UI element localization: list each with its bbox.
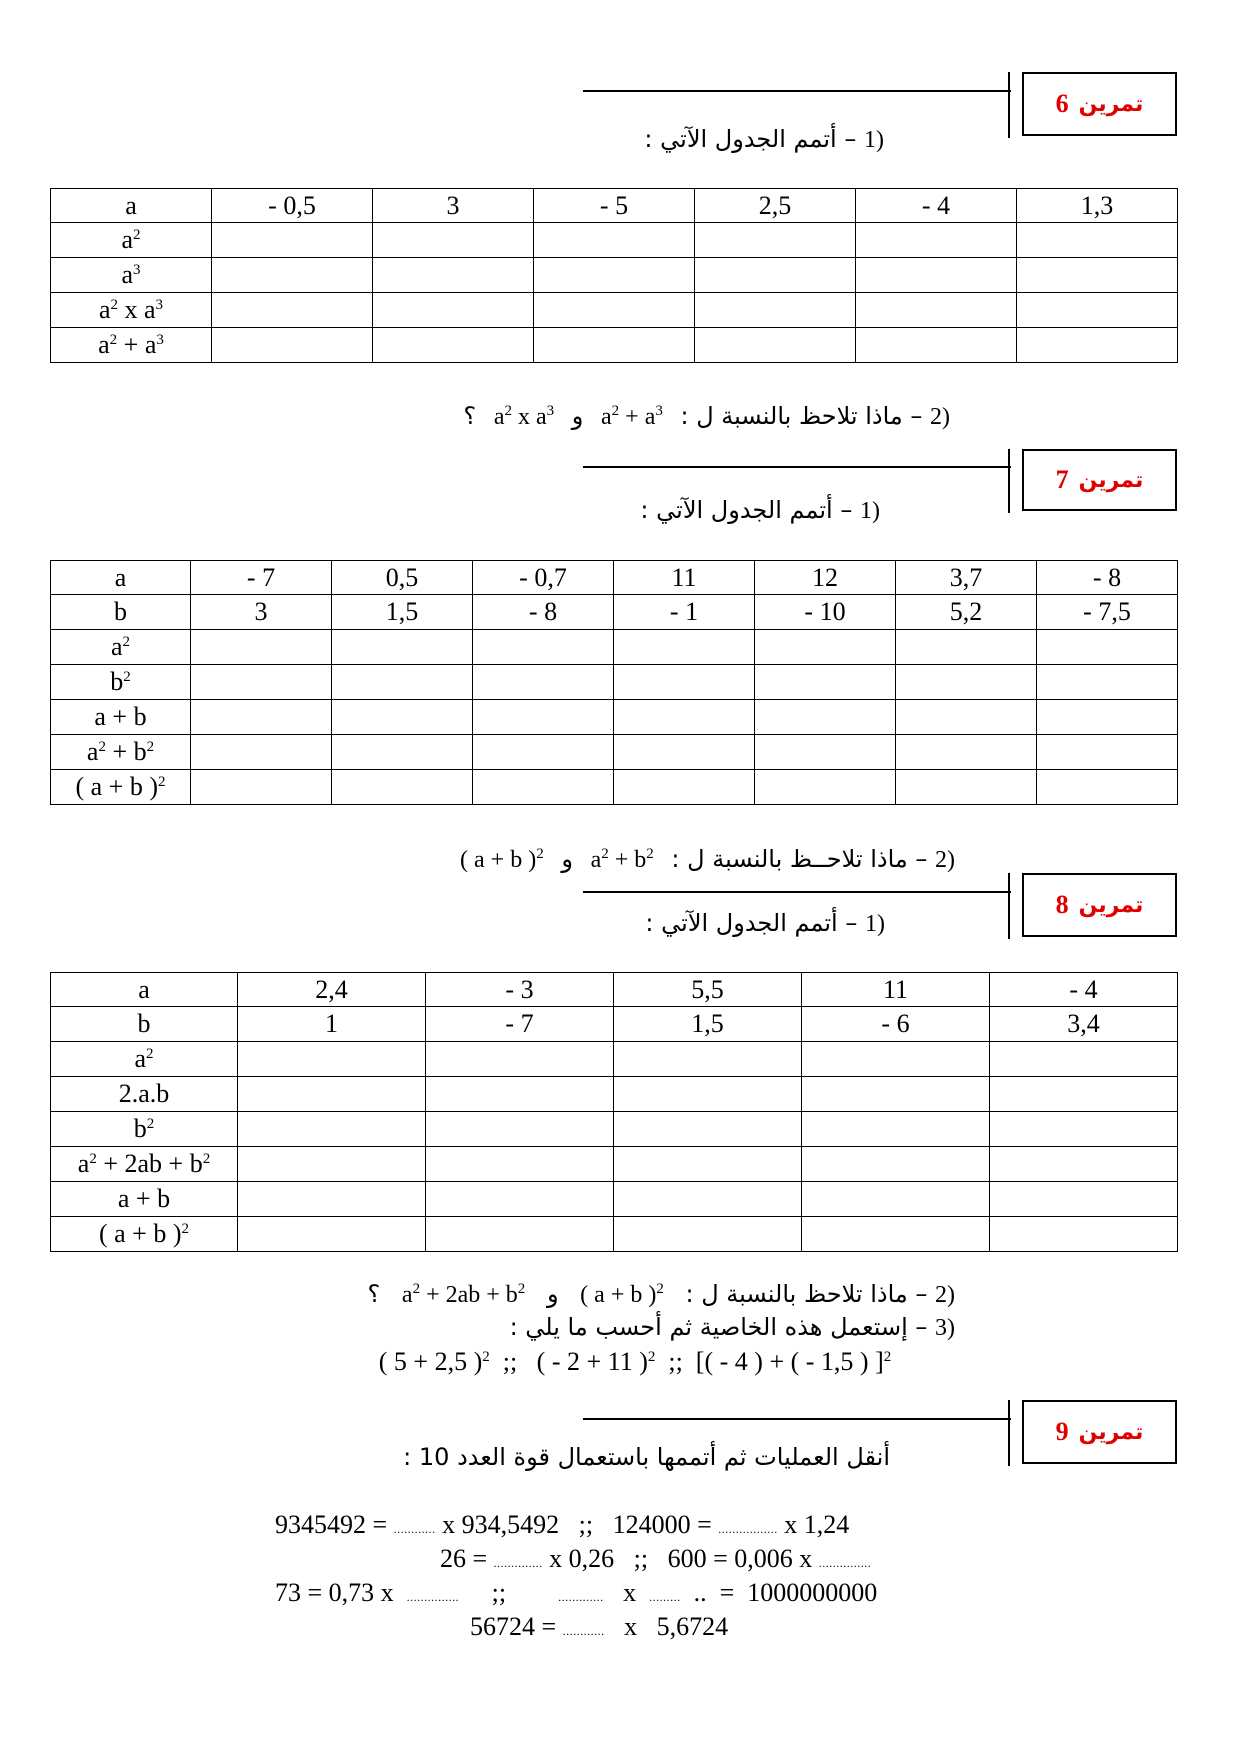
table-empty-cell[interactable] bbox=[802, 1217, 990, 1252]
table-empty-cell[interactable] bbox=[614, 1077, 802, 1112]
ex6-table bbox=[50, 188, 1178, 363]
ex6-q1-text: – أتمم الجدول الآتي : bbox=[644, 125, 857, 153]
ex6-q2-expr2: $a^2$ x $a^3$ bbox=[493, 403, 555, 430]
table-header-cell: a bbox=[51, 561, 191, 595]
ex7-q2-expr1: $a^2 + b^2$ bbox=[590, 846, 654, 873]
table-empty-cell[interactable] bbox=[695, 328, 856, 363]
table-cell: 5,2 bbox=[896, 595, 1037, 630]
table-row-label: $a^2 + 2ab + b^2$ bbox=[51, 1147, 238, 1182]
table-empty-cell[interactable] bbox=[614, 770, 755, 805]
ex6-title-word: تمرين bbox=[1078, 91, 1144, 117]
table-empty-cell[interactable] bbox=[614, 1042, 802, 1077]
table-empty-cell[interactable] bbox=[802, 1112, 990, 1147]
table-empty-cell[interactable] bbox=[332, 770, 473, 805]
table-empty-cell[interactable] bbox=[990, 1217, 1178, 1252]
ex8-header-bar bbox=[1008, 873, 1010, 939]
ex9-equation: 56724 = ............ x 5,6724 bbox=[470, 1612, 729, 1641]
table-empty-cell[interactable] bbox=[896, 735, 1037, 770]
table-empty-cell[interactable] bbox=[212, 293, 373, 328]
table-empty-cell[interactable] bbox=[238, 1077, 426, 1112]
ex8-q2-and: و bbox=[546, 1280, 559, 1308]
ex6-question-1 bbox=[644, 125, 884, 154]
table-empty-cell[interactable] bbox=[802, 1077, 990, 1112]
table-empty-cell[interactable] bbox=[473, 770, 614, 805]
ex9-number: 9 bbox=[1055, 1417, 1069, 1446]
ex6-header-bar bbox=[1008, 72, 1010, 138]
table-empty-cell[interactable] bbox=[896, 630, 1037, 665]
ex8-q3-number: 3) bbox=[935, 1315, 955, 1341]
table-cell: - 1 bbox=[614, 595, 755, 630]
table-cell: - 8 bbox=[473, 595, 614, 630]
table-empty-cell[interactable] bbox=[473, 630, 614, 665]
table-empty-cell[interactable] bbox=[332, 700, 473, 735]
ex9-instruction-text: أنقل العمليات ثم أتممها باستعمال قوة العدد 10 : bbox=[403, 1443, 890, 1471]
ex8-table bbox=[50, 972, 1178, 1252]
table-cell: b bbox=[51, 595, 191, 630]
ex8-q3-text: – إستعمل هذه الخاصية ثم أحسب ما يلي : bbox=[509, 1313, 928, 1341]
table-header-cell: 11 bbox=[614, 561, 755, 595]
ex7-q1-text: – أتمم الجدول الآتي : bbox=[640, 496, 853, 524]
table-row-label: $a^2$ bbox=[51, 1042, 238, 1077]
ex7-number: 7 bbox=[1055, 465, 1069, 494]
table-empty-cell[interactable] bbox=[614, 630, 755, 665]
ex7-q1-number: 1) bbox=[860, 498, 880, 524]
table-empty-cell[interactable] bbox=[534, 258, 695, 293]
ex8-question-1 bbox=[645, 909, 885, 938]
table-empty-cell[interactable] bbox=[990, 1112, 1178, 1147]
ex9-line-3 bbox=[275, 1578, 995, 1608]
ex9-title-word: تمرين bbox=[1078, 1419, 1144, 1445]
table-empty-cell[interactable] bbox=[1037, 735, 1178, 770]
table-empty-cell[interactable] bbox=[473, 700, 614, 735]
table-row-label: ( a + b )$^2$ bbox=[51, 770, 191, 805]
table-header-cell: - 7 bbox=[191, 561, 332, 595]
ex9-line-2 bbox=[440, 1544, 1000, 1574]
table-header-cell: - 3 bbox=[426, 973, 614, 1007]
ex9-equation: 26 = .............. x 0,26 ;; 600 = 0,006 x ............... bbox=[440, 1544, 872, 1573]
ex8-q2-expr1: ( a + b )$^2$ bbox=[580, 1281, 664, 1308]
table-empty-cell[interactable] bbox=[426, 1112, 614, 1147]
table-header-cell: 2,4 bbox=[238, 973, 426, 1007]
ex7-title-box bbox=[1022, 449, 1177, 511]
table-empty-cell[interactable] bbox=[990, 1077, 1178, 1112]
table-empty-cell[interactable] bbox=[238, 1147, 426, 1182]
table-empty-cell[interactable] bbox=[373, 328, 534, 363]
table-empty-cell[interactable] bbox=[1037, 770, 1178, 805]
table-empty-cell[interactable] bbox=[212, 258, 373, 293]
table-header-cell: a bbox=[51, 973, 238, 1007]
ex9-equation: 9345492 = ............ x 934,5492 ;; 124000 = ................. x 1,24 bbox=[275, 1510, 850, 1539]
table-empty-cell[interactable] bbox=[755, 770, 896, 805]
ex8-q1-text: – أتمم الجدول الآتي : bbox=[645, 909, 858, 937]
table-cell: 3,4 bbox=[990, 1007, 1178, 1042]
ex8-header-line bbox=[583, 891, 1011, 893]
table-cell: - 7,5 bbox=[1037, 595, 1178, 630]
table-empty-cell[interactable] bbox=[332, 630, 473, 665]
table-empty-cell[interactable] bbox=[191, 770, 332, 805]
ex7-table bbox=[50, 560, 1178, 805]
table-empty-cell[interactable] bbox=[473, 735, 614, 770]
ex7-question-1 bbox=[640, 496, 880, 525]
table-empty-cell[interactable] bbox=[755, 665, 896, 700]
table-empty-cell[interactable] bbox=[191, 665, 332, 700]
ex6-header-line bbox=[583, 90, 1011, 92]
table-empty-cell[interactable] bbox=[802, 1042, 990, 1077]
table-empty-cell[interactable] bbox=[802, 1182, 990, 1217]
table-empty-cell[interactable] bbox=[614, 1147, 802, 1182]
ex6-q2-text: – ماذا تلاحظ بالنسبة ل : bbox=[680, 402, 923, 430]
table-empty-cell[interactable] bbox=[426, 1217, 614, 1252]
table-empty-cell[interactable] bbox=[373, 258, 534, 293]
table-header-cell: 11 bbox=[802, 973, 990, 1007]
table-empty-cell[interactable] bbox=[896, 770, 1037, 805]
table-header-cell: 3,7 bbox=[896, 561, 1037, 595]
ex9-equation: 73 = 0,73 x ............... ;; ............. x ......... .. = 1000000000 bbox=[275, 1578, 878, 1607]
table-empty-cell[interactable] bbox=[238, 1112, 426, 1147]
table-empty-cell[interactable] bbox=[856, 223, 1017, 258]
table-empty-cell[interactable] bbox=[426, 1147, 614, 1182]
table-empty-cell[interactable] bbox=[755, 700, 896, 735]
table-empty-cell[interactable] bbox=[856, 258, 1017, 293]
ex8-q2-question-mark: ؟ bbox=[367, 1280, 381, 1308]
table-empty-cell[interactable] bbox=[896, 700, 1037, 735]
table-header-cell: - 5 bbox=[534, 189, 695, 223]
table-row-label: a + b bbox=[51, 1182, 238, 1217]
ex8-q2-number: 2) bbox=[935, 1282, 955, 1308]
ex9-line-4 bbox=[470, 1612, 870, 1642]
ex6-q1-number: 1) bbox=[864, 127, 884, 153]
ex8-q2-text: – ماذا تلاحظ بالنسبة ل : bbox=[685, 1280, 928, 1308]
ex8-calc-expressions bbox=[335, 1347, 935, 1377]
table-empty-cell[interactable] bbox=[614, 1182, 802, 1217]
table-empty-cell[interactable] bbox=[373, 293, 534, 328]
ex7-q2-and: و bbox=[561, 845, 573, 873]
ex8-title-word: تمرين bbox=[1078, 892, 1144, 918]
ex8-q1-number: 1) bbox=[865, 911, 885, 937]
table-empty-cell[interactable] bbox=[426, 1182, 614, 1217]
ex6-q2-expr1: $a^2 + a^3$ bbox=[601, 403, 663, 430]
table-empty-cell[interactable] bbox=[614, 700, 755, 735]
table-empty-cell[interactable] bbox=[212, 328, 373, 363]
table-header-cell: - 4 bbox=[856, 189, 1017, 223]
ex9-header-bar bbox=[1008, 1400, 1010, 1466]
table-row-label: $a^2 + a^3$ bbox=[51, 328, 212, 363]
ex7-header-bar bbox=[1008, 449, 1010, 513]
table-row-label: $a^3$ bbox=[51, 258, 212, 293]
table-empty-cell[interactable] bbox=[1037, 700, 1178, 735]
table-empty-cell[interactable] bbox=[755, 630, 896, 665]
table-cell: 1,5 bbox=[614, 1007, 802, 1042]
table-cell: 1,5 bbox=[332, 595, 473, 630]
table-header-cell: 3 bbox=[373, 189, 534, 223]
table-header-cell: - 0,5 bbox=[212, 189, 373, 223]
ex7-title-word: تمرين bbox=[1078, 467, 1144, 493]
ex6-title-box bbox=[1022, 72, 1177, 136]
table-empty-cell[interactable] bbox=[426, 1042, 614, 1077]
ex7-header-line bbox=[583, 466, 1011, 468]
table-empty-cell[interactable] bbox=[802, 1147, 990, 1182]
table-empty-cell[interactable] bbox=[856, 328, 1017, 363]
ex6-q2-and: و bbox=[571, 402, 584, 430]
table-empty-cell[interactable] bbox=[1017, 328, 1178, 363]
ex7-q2-expr2: ( a + b )$^2$ bbox=[460, 846, 544, 873]
table-row-label: ( a + b )$^2$ bbox=[51, 1217, 238, 1252]
table-empty-cell[interactable] bbox=[238, 1182, 426, 1217]
table-empty-cell[interactable] bbox=[896, 665, 1037, 700]
table-row-label: $b^2$ bbox=[51, 1112, 238, 1147]
table-cell: - 6 bbox=[802, 1007, 990, 1042]
table-header-cell: 1,3 bbox=[1017, 189, 1178, 223]
table-row-label: a + b bbox=[51, 700, 191, 735]
table-empty-cell[interactable] bbox=[426, 1077, 614, 1112]
table-row-label: $a^2$ bbox=[51, 630, 191, 665]
ex9-line-1 bbox=[275, 1510, 975, 1540]
table-empty-cell[interactable] bbox=[212, 223, 373, 258]
ex7-question-2 bbox=[450, 845, 955, 874]
table-cell: - 10 bbox=[755, 595, 896, 630]
table-empty-cell[interactable] bbox=[191, 735, 332, 770]
table-empty-cell[interactable] bbox=[373, 223, 534, 258]
table-empty-cell[interactable] bbox=[755, 735, 896, 770]
ex7-q2-number: 2) bbox=[935, 847, 955, 873]
table-empty-cell[interactable] bbox=[614, 665, 755, 700]
table-empty-cell[interactable] bbox=[695, 293, 856, 328]
table-row-label: $b^2$ bbox=[51, 665, 191, 700]
table-header-cell: - 8 bbox=[1037, 561, 1178, 595]
table-empty-cell[interactable] bbox=[1017, 223, 1178, 258]
table-empty-cell[interactable] bbox=[614, 735, 755, 770]
table-empty-cell[interactable] bbox=[534, 293, 695, 328]
ex9-title-box bbox=[1022, 1400, 1177, 1464]
ex8-calc-text: ( 5 + 2,5 )$^2$ ;; ( - 2 + 11 )$^2$ ;; [( - 4 ) + ( - 1,5 ) ]$^2$ bbox=[378, 1347, 892, 1376]
table-cell: b bbox=[51, 1007, 238, 1042]
table-empty-cell[interactable] bbox=[990, 1182, 1178, 1217]
table-empty-cell[interactable] bbox=[1017, 258, 1178, 293]
table-empty-cell[interactable] bbox=[191, 630, 332, 665]
table-empty-cell[interactable] bbox=[1017, 293, 1178, 328]
ex9-instruction bbox=[403, 1443, 890, 1471]
table-empty-cell[interactable] bbox=[238, 1042, 426, 1077]
ex6-q2-question-mark: ؟ bbox=[463, 402, 477, 430]
table-cell: 3 bbox=[191, 595, 332, 630]
table-empty-cell[interactable] bbox=[534, 223, 695, 258]
table-header-cell: 12 bbox=[755, 561, 896, 595]
ex6-question-2 bbox=[463, 402, 950, 431]
ex8-title-box bbox=[1022, 873, 1177, 937]
table-empty-cell[interactable] bbox=[990, 1147, 1178, 1182]
table-empty-cell[interactable] bbox=[332, 735, 473, 770]
table-empty-cell[interactable] bbox=[473, 665, 614, 700]
table-row-label: $a^2$ x $a^3$ bbox=[51, 293, 212, 328]
table-empty-cell[interactable] bbox=[191, 700, 332, 735]
table-header-cell: 2,5 bbox=[695, 189, 856, 223]
table-row-label: $a^2$ bbox=[51, 223, 212, 258]
table-cell: - 7 bbox=[426, 1007, 614, 1042]
table-empty-cell[interactable] bbox=[614, 1112, 802, 1147]
table-row-label: 2.a.b bbox=[51, 1077, 238, 1112]
table-header-cell: - 0,7 bbox=[473, 561, 614, 595]
table-empty-cell[interactable] bbox=[332, 665, 473, 700]
table-row-label: $a^2 + b^2$ bbox=[51, 735, 191, 770]
table-empty-cell[interactable] bbox=[695, 258, 856, 293]
table-empty-cell[interactable] bbox=[1037, 630, 1178, 665]
table-empty-cell[interactable] bbox=[1037, 665, 1178, 700]
ex8-question-2 bbox=[368, 1280, 955, 1309]
table-header-cell: - 4 bbox=[990, 973, 1178, 1007]
ex8-q2-expr2: $a^2 + 2ab + b^2$ bbox=[401, 1281, 526, 1308]
table-empty-cell[interactable] bbox=[990, 1042, 1178, 1077]
table-header-cell: a bbox=[51, 189, 212, 223]
table-cell: 1 bbox=[238, 1007, 426, 1042]
table-empty-cell[interactable] bbox=[534, 328, 695, 363]
ex7-q2-text: – ماذا تلاحــظ بالنسبة ل : bbox=[671, 845, 928, 873]
ex8-number: 8 bbox=[1055, 890, 1069, 919]
table-empty-cell[interactable] bbox=[614, 1217, 802, 1252]
table-empty-cell[interactable] bbox=[238, 1217, 426, 1252]
table-header-cell: 5,5 bbox=[614, 973, 802, 1007]
ex6-q2-number: 2) bbox=[930, 404, 950, 430]
table-header-cell: 0,5 bbox=[332, 561, 473, 595]
ex8-question-3 bbox=[510, 1313, 955, 1342]
ex9-header-line bbox=[583, 1418, 1011, 1420]
table-empty-cell[interactable] bbox=[695, 223, 856, 258]
table-empty-cell[interactable] bbox=[856, 293, 1017, 328]
ex6-number: 6 bbox=[1055, 89, 1069, 118]
